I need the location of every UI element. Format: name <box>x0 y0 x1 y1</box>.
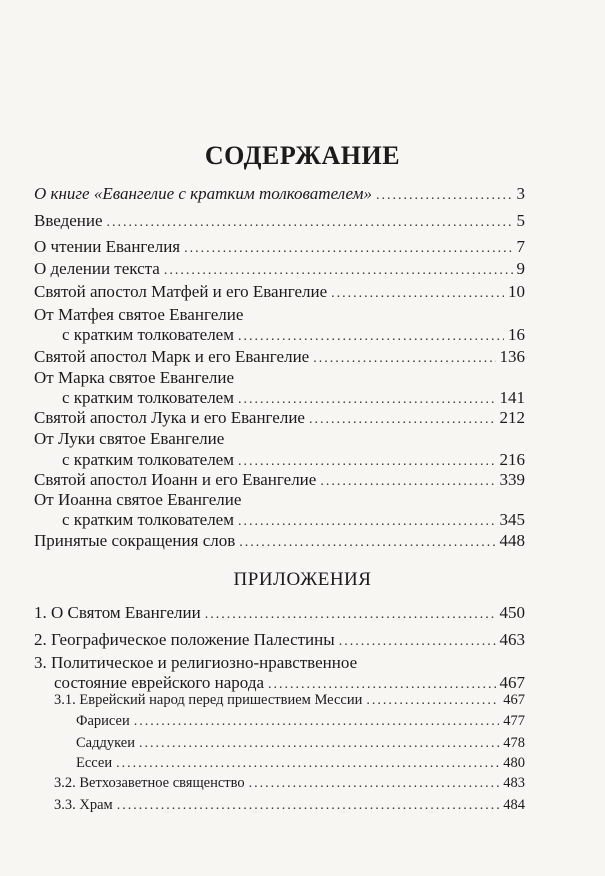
toc-entry-about-book <box>34 184 525 206</box>
dot-leader <box>249 774 500 794</box>
dot-leader <box>134 712 500 732</box>
toc-entry-page: 339 <box>499 470 525 489</box>
toc-entry-page: 345 <box>499 510 525 529</box>
toc-entry-page: 9 <box>516 259 525 278</box>
dot-leader <box>313 349 495 369</box>
dot-leader <box>117 796 500 816</box>
toc-entry-page: 212 <box>499 408 525 427</box>
appendix-entry-3-3 <box>54 795 525 816</box>
toc-entry-label: Святой апостол Матфей и его Евангелие <box>34 282 328 301</box>
toc-entry-abbreviations <box>34 531 525 553</box>
toc-entry-label: с кратким толкователем <box>62 510 234 529</box>
appendix-entry-3-2 <box>54 773 525 794</box>
toc-entry-matthew-apostle <box>34 282 525 304</box>
appendix-entry-1 <box>34 603 525 625</box>
dot-leader <box>184 239 512 259</box>
dot-leader <box>238 390 496 410</box>
toc-entry-mark-gospel <box>62 388 525 410</box>
dot-leader <box>205 605 496 625</box>
toc-entry-intro <box>34 211 525 233</box>
toc-entry-luke-apostle <box>34 408 525 430</box>
dot-leader <box>238 512 496 532</box>
toc-entry-page: 448 <box>499 531 525 550</box>
dot-leader <box>139 734 499 754</box>
dot-leader <box>339 632 496 652</box>
toc-entry-mark-gospel-line1: От Марка святое Евангелие <box>34 368 235 387</box>
toc-entry-page: 3 <box>516 184 525 203</box>
appendix-entry-sadducees <box>76 733 525 754</box>
toc-entry-page: 463 <box>499 630 525 649</box>
toc-entry-label: Принятые сокращения слов <box>34 531 236 550</box>
toc-entry-label: 3.2. Ветхозаветное священство <box>54 775 245 791</box>
page-title: СОДЕРЖАНИЕ <box>204 141 401 170</box>
toc-entry-luke-gospel-line1: От Луки святое Евангелие <box>34 429 225 448</box>
dot-leader <box>238 452 496 472</box>
toc-entry-reading <box>34 237 525 259</box>
dot-leader <box>331 284 504 304</box>
toc-entry-matthew-gospel <box>62 325 525 347</box>
dot-leader <box>164 261 513 281</box>
toc-entry-label: состояние еврейского народа <box>54 673 265 692</box>
appendix-entry-pharisees <box>76 711 525 732</box>
toc-entry-page: 10 <box>508 282 525 301</box>
dot-leader <box>239 533 495 553</box>
toc-entry-label: Святой апостол Иоанн и его Евангелие <box>34 470 317 489</box>
toc-entry-label: 3.3. Храм <box>54 797 113 813</box>
appendix-title: ПРИЛОЖЕНИЯ <box>233 569 372 590</box>
toc-entry-page: 5 <box>516 211 525 230</box>
toc-entry-label: с кратким толкователем <box>62 325 234 344</box>
toc-entry-label: О делении текста <box>34 259 160 278</box>
toc-entry-mark-apostle <box>34 347 525 369</box>
toc-entry-label: 2. Географическое положение Палестины <box>34 630 335 649</box>
toc-entry-page: 450 <box>499 603 525 622</box>
toc-entry-label: Святой апостол Лука и его Евангелие <box>34 408 305 427</box>
toc-entry-page: 16 <box>508 325 525 344</box>
toc-entry-page: 467 <box>499 673 525 692</box>
appendix-entry-3-line1: 3. Политическое и религиозно-нравственное <box>34 653 358 672</box>
toc-entry-label: Ессеи <box>76 755 113 771</box>
toc-entry-label: с кратким толкователем <box>62 388 234 407</box>
toc-entry-john-gospel <box>62 510 525 532</box>
dot-leader <box>320 472 495 492</box>
toc-entry-matthew-gospel-line1: От Матфея святое Евангелие <box>34 305 244 324</box>
toc-entry-label: Святой апостол Марк и его Евангелие <box>34 347 310 366</box>
toc-entry-label: Фарисеи <box>76 713 130 729</box>
toc-entry-luke-gospel <box>62 450 525 472</box>
toc-entry-john-apostle <box>34 470 525 492</box>
toc-entry-page: 478 <box>503 735 525 751</box>
toc-entry-division <box>34 259 525 281</box>
toc-entry-page: 483 <box>503 775 525 791</box>
dot-leader <box>366 691 499 711</box>
toc-entry-label: 3.1. Еврейский народ перед пришествием Мессии <box>54 692 363 708</box>
dot-leader <box>107 213 513 233</box>
toc-entry-page: 141 <box>499 388 525 407</box>
toc-entry-page: 216 <box>499 450 525 469</box>
toc-entry-page: 480 <box>503 755 525 771</box>
toc-entry-page: 136 <box>499 347 525 366</box>
toc-entry-label: О чтении Евангелия <box>34 237 181 256</box>
dot-leader <box>238 327 504 347</box>
toc-entry-page: 477 <box>503 713 525 729</box>
toc-entry-label: О книге «Евангелие с кратким толкователем» <box>34 184 372 203</box>
toc-entry-label: с кратким толкователем <box>62 450 234 469</box>
toc-entry-john-gospel-line1: От Иоанна святое Евангелие <box>34 490 242 509</box>
toc-entry-label: Введение <box>34 211 103 230</box>
toc-entry-page: 467 <box>503 692 525 708</box>
dot-leader <box>116 754 499 774</box>
dot-leader <box>309 410 496 430</box>
dot-leader <box>376 186 513 206</box>
appendix-entry-3-1 <box>54 690 525 711</box>
toc-entry-label: Саддукеи <box>76 735 135 751</box>
toc-entry-page: 484 <box>503 797 525 813</box>
toc-entry-label: 1. О Святом Евангелии <box>34 603 201 622</box>
appendix-entry-2 <box>34 630 525 652</box>
toc-entry-page: 7 <box>516 237 525 256</box>
appendix-entry-essenes <box>76 753 525 774</box>
